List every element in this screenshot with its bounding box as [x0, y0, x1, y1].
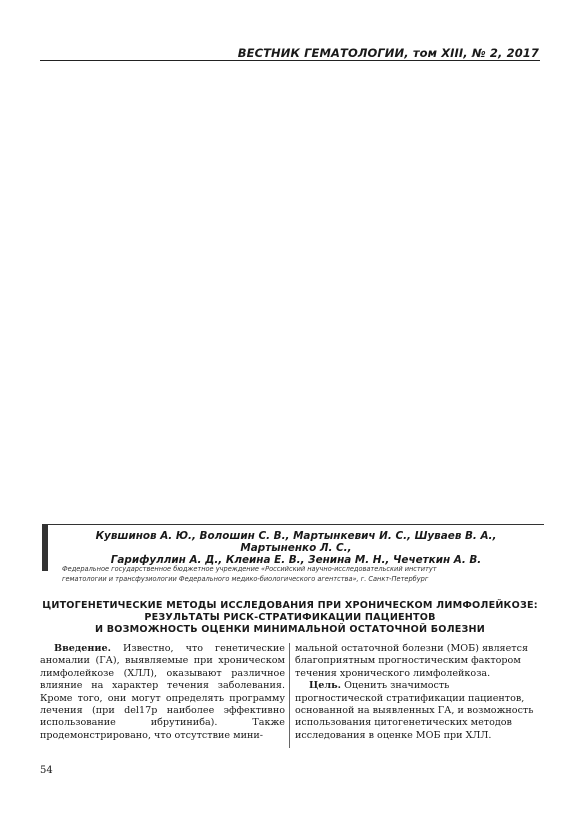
column-divider: [289, 643, 290, 748]
goal-text: Оценить значимость прогностической стратификации пациентов, основанной на выявленных ГА, и возможность использования цитогенетических методов исследования в оценке МОБ при ХЛЛ.: [295, 680, 534, 741]
author-line: Кувшинов А. Ю., Волошин С. В., Мартынкевич И. С., Шуваев В. А., Мартыненко Л. С.,: [95, 530, 497, 554]
journal-running-header: ВЕСТНИК ГЕМАТОЛОГИИ, том XIII, № 2, 2017: [237, 46, 539, 60]
intro-heading: Введение.: [54, 643, 111, 654]
goal-paragraph: [295, 680, 539, 742]
author-list: [56, 530, 536, 566]
author-line: Гарифуллин А. Д., Клеина Е. В., Зенина М. Н., Чечеткин А. В.: [110, 554, 482, 566]
title-line: И ВОЗМОЖНОСТЬ ОЦЕНКИ МИНИМАЛЬНОЙ ОСТАТОЧНОЙ БОЛЕЗНИ: [94, 624, 486, 635]
intro-text-left: Известно, что генетические аномалии (ГА), выявляемые при хроническом лимфолейкозе (ХЛЛ), оказывают различное влияние на характер течения заболевания. Кроме того, они могут определять программу лечения (при del17p наиболее эффективно использование ибрутиниба). Также продемонстрировано, что отсутствие мини-: [40, 643, 285, 741]
intro-text-right: мальной остаточной болезни (МОБ) является благоприятным прогностическим фактором течения хронического лимфолейкоза.: [295, 643, 529, 679]
title-line: РЕЗУЛЬТАТЫ РИСК-СТРАТИФИКАЦИИ ПАЦИЕНТОВ: [144, 612, 436, 623]
affiliation-line: гематологии и трансфузиологии Федерального медико-биологического агентства», г. Санкт-Петербург: [62, 574, 429, 583]
affiliation-line: Федеральное государственное бюджетное учреждение «Российский научно-исследовательский институт: [62, 565, 437, 573]
goal-heading: Цель.: [309, 680, 341, 692]
article-title: [40, 600, 540, 636]
header-rule: [40, 60, 540, 61]
title-line: ЦИТОГЕНЕТИЧЕСКИЕ МЕТОДЫ ИССЛЕДОВАНИЯ ПРИ ХРОНИЧЕСКОМ ЛИМФОЛЕЙКОЗЕ:: [42, 600, 538, 611]
intro-paragraph: [40, 643, 285, 742]
intro-paragraph-continued: [295, 643, 539, 680]
page-number: 54: [40, 765, 53, 776]
affiliation: [62, 565, 502, 584]
right-column: [295, 643, 539, 742]
left-column: [40, 643, 285, 742]
